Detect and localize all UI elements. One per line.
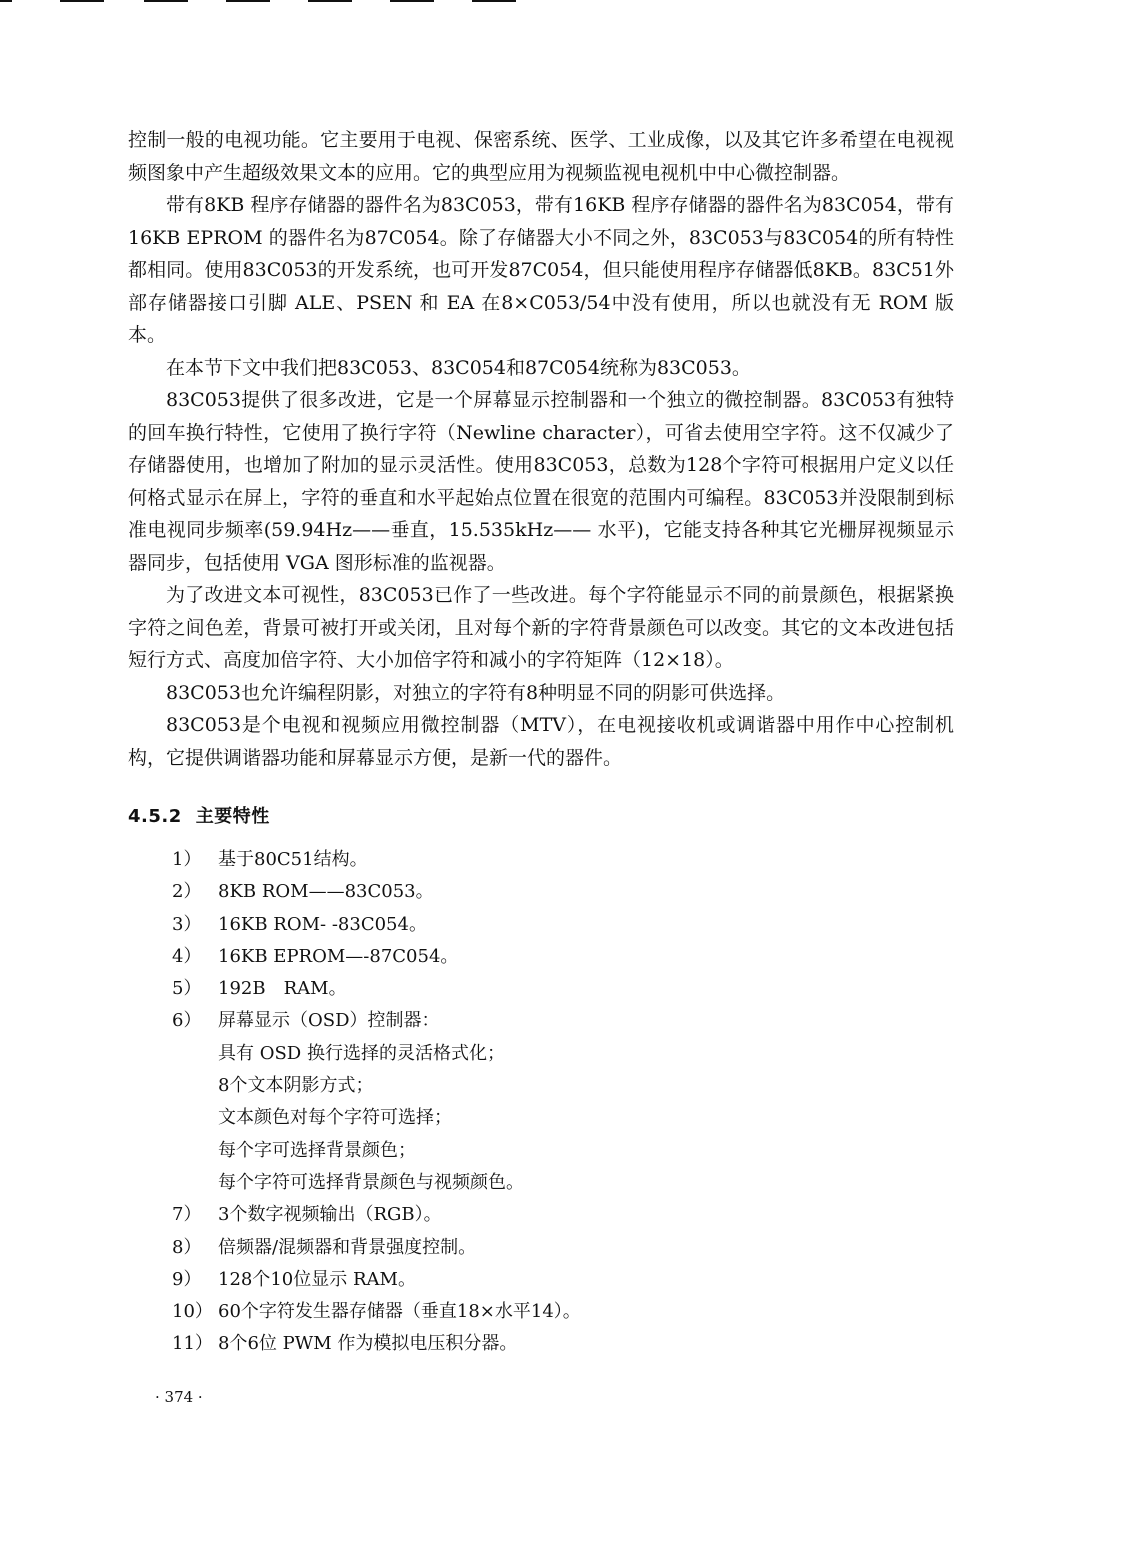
item-number: 6） — [172, 1010, 202, 1032]
item-text: 屏幕显示（OSD）控制器： — [218, 1010, 440, 1032]
list-item — [172, 1328, 954, 1360]
list-item — [172, 1005, 954, 1199]
item-number: 1） — [172, 849, 202, 870]
list-item — [172, 844, 954, 876]
list-item — [172, 909, 954, 941]
sub-list-item: 8个文本阴影方式； — [218, 1075, 374, 1097]
item-text: 60个字符发生器存储器（垂直18×水平14）。 — [218, 1301, 581, 1323]
item-number: 4） — [172, 945, 202, 967]
list-item — [172, 1296, 954, 1328]
list-item — [172, 973, 954, 1005]
list-item — [172, 941, 954, 973]
paragraph-7: 83C053是个电视和视频应用微控制器（MTV），在电视接收机或调谐器中用作中心控制机构，它提供调谐器功能和屏幕显示方便，是新一代的器件。 — [128, 714, 954, 769]
item-number: 8） — [172, 1236, 202, 1258]
list-item — [172, 876, 954, 908]
item-number: 10） — [172, 1301, 213, 1323]
item-number: 5） — [172, 978, 202, 1000]
list-item — [172, 1199, 954, 1231]
item-text: 16KB ROM- -83C054。 — [218, 913, 427, 935]
item-number: 9） — [172, 1268, 202, 1290]
item-text: 3个数字视频输出（RGB）。 — [218, 1204, 442, 1226]
features-list — [128, 844, 954, 1361]
scan-edge-marks — [0, 0, 1122, 6]
list-item — [172, 1232, 954, 1264]
item-text: 8个6位 PWM 作为模拟电压积分器。 — [218, 1333, 518, 1355]
item-text: 倍频器/混频器和背景强度控制。 — [218, 1236, 477, 1258]
sub-list-item: 每个字符可选择背景颜色与视频颜色。 — [218, 1171, 524, 1193]
item-text-group — [218, 1005, 954, 1199]
page-number: · 374 · — [155, 1388, 203, 1406]
section-title: 主要特性 — [195, 806, 270, 827]
paragraph-4: 83C053提供了很多改进，它是一个屏幕显示控制器和一个独立的微控制器。83C053有独特的回车换行特性，它使用了换行字符（Newline character），可省去使用空字符。这不仅减少了存储器使用，也增加了附加的显示灵活性。使用83C053，总数为128个字符可根据用户定义以任何格式显示在屏上，字符的垂直和水平起始点位置在很宽的范围内可编程。83C053并没限制到标准电视同步频率(59.94Hz——垂直，15.535kHz—— 水平)，它能支持各种其它光栅屏视频显示器同步，包括使用 VGA 图形标准的监视器。 — [128, 389, 954, 574]
item-number: 7） — [172, 1204, 202, 1226]
item-text: 16KB EPROM—-87C054。 — [218, 945, 459, 967]
sub-list — [218, 1038, 954, 1199]
paragraph-1: 控制一般的电视功能。它主要用于电视、保密系统、医学、工业成像，以及其它许多希望在电视视频图象中产生超级效果文本的应用。它的典型应用为视频监视电视机中中心微控制器。 — [128, 129, 954, 184]
item-number: 2） — [172, 881, 202, 903]
item-text: 基于80C51结构。 — [218, 849, 368, 870]
page-body — [128, 124, 954, 1361]
item-text: 192B RAM。 — [218, 978, 347, 1000]
paragraph-5: 为了改进文本可视性，83C053已作了一些改进。每个字符能显示不同的前景颜色，根据紧换字符之间色差，背景可被打开或关闭，且对每个新的字符背景颜色可以改变。其它的文本改进包括短行方式、高度加倍字符、大小加倍字符和减小的字符矩阵（12×18）。 — [128, 584, 954, 671]
item-text: 8KB ROM——83C053。 — [218, 881, 434, 903]
section-heading — [128, 802, 954, 828]
sub-list-item: 具有 OSD 换行选择的灵活格式化； — [218, 1042, 505, 1064]
sub-list-item: 每个字可选择背景颜色； — [218, 1139, 416, 1161]
item-number: 3） — [172, 913, 202, 935]
paragraph-3: 在本节下文中我们把83C053、83C054和87C054统称为83C053。 — [166, 356, 751, 379]
list-item — [172, 1264, 954, 1296]
item-number: 11） — [172, 1333, 213, 1355]
sub-list-item: 文本颜色对每个字符可选择； — [218, 1107, 452, 1129]
paragraph-6: 83C053也允许编程阴影，对独立的字符有8种明显不同的阴影可供选择。 — [166, 681, 786, 704]
paragraph-2: 带有8KB 程序存储器的器件名为83C053，带有16KB 程序存储器的器件名为83C054，带有16KB EPROM 的器件名为87C054。除了存储器大小不同之外，83C053与83C054的所有特性都相同。使用83C053的开发系统，也可开发87C054，但只能使用程序存储器低8KB。83C51外部存储器接口引脚 ALE、PSEN 和 EA 在8×C053/54中没有使用，所以也就没有无 ROM 版本。 — [128, 194, 954, 346]
item-text: 128个10位显示 RAM。 — [218, 1268, 416, 1290]
section-number: 4.5.2 — [128, 806, 182, 827]
